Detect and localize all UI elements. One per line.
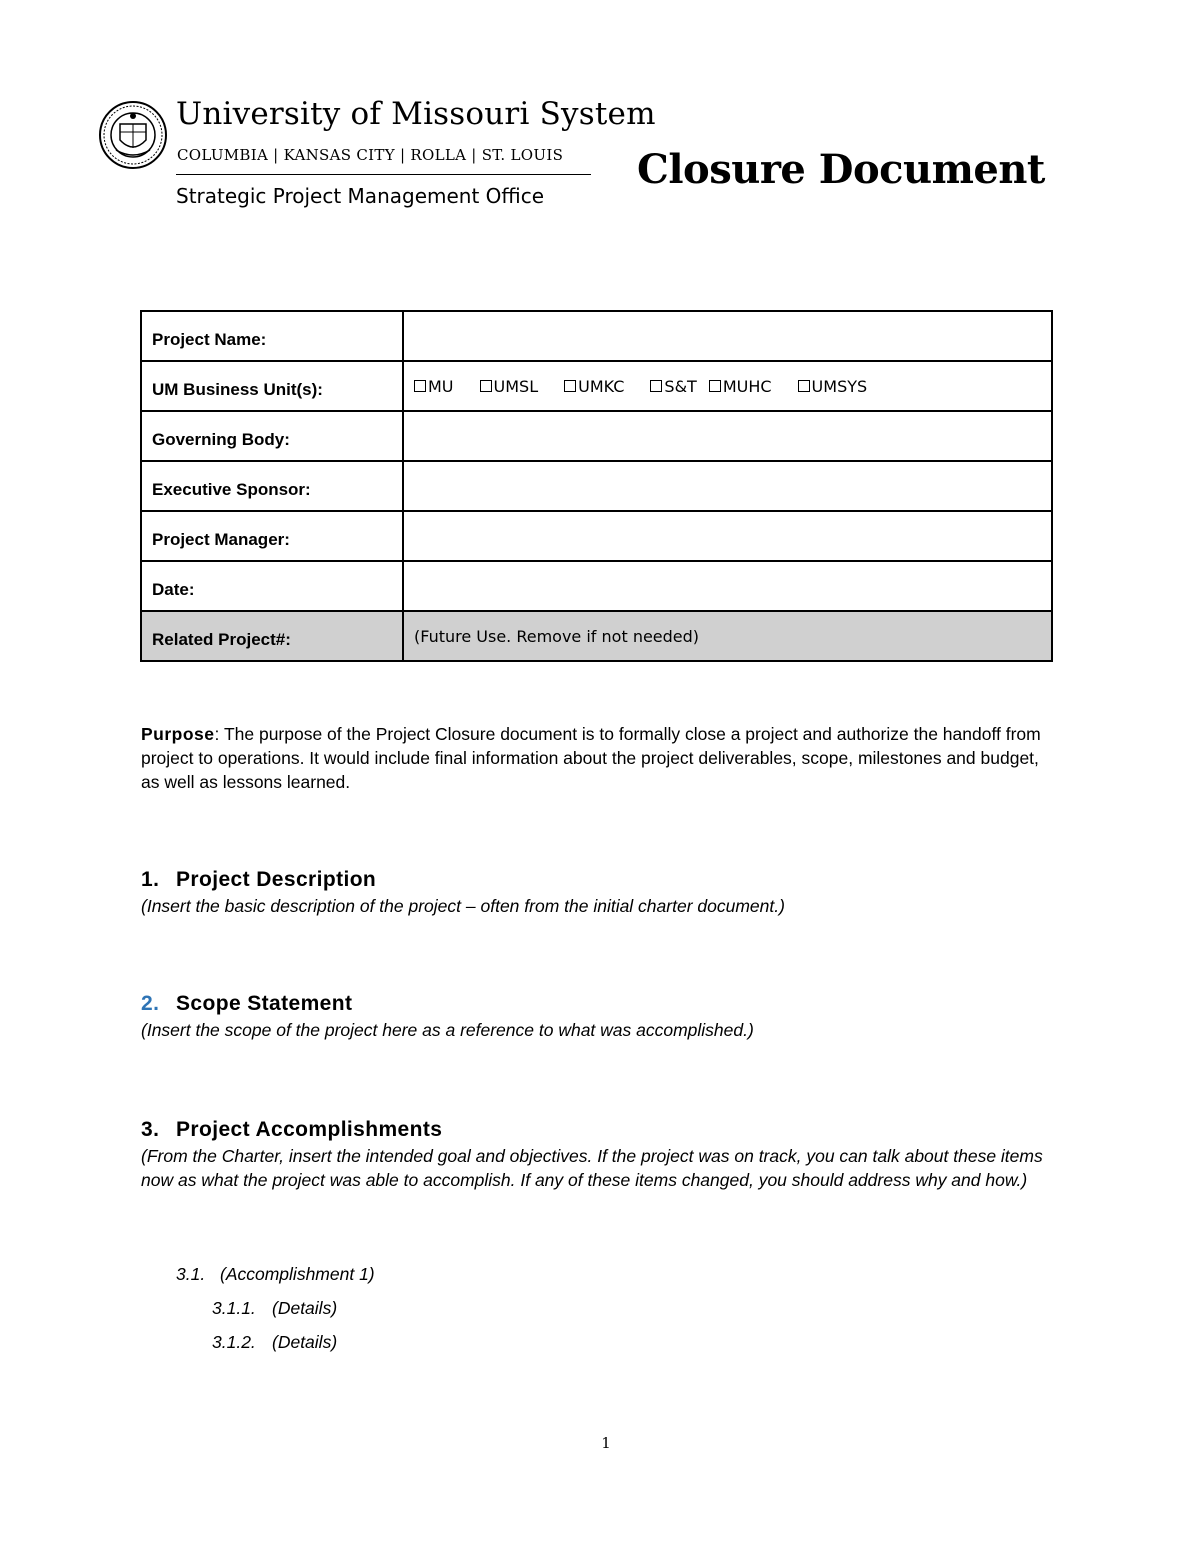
list-item-text: (Accomplishment 1) <box>220 1264 375 1284</box>
checkbox-umkc[interactable] <box>564 377 624 396</box>
campus-list: COLUMBIA | KANSAS CITY | ROLLA | ST. LOUIS <box>177 146 564 164</box>
executive-sponsor-field[interactable] <box>403 461 1052 511</box>
section-description: (Insert the scope of the project here as a reference to what was accomplished.) <box>141 1020 754 1040</box>
list-item-text: (Details) <box>272 1332 338 1352</box>
university-logo <box>98 96 656 216</box>
logo-divider <box>176 174 591 175</box>
list-item <box>212 1332 337 1353</box>
section-heading <box>141 868 1071 892</box>
executive-sponsor-label: Executive Sponsor: <box>141 461 403 511</box>
checkbox-icon <box>709 380 721 392</box>
office-name: Strategic Project Management Office <box>176 184 545 208</box>
list-item-number: 3.1.1. <box>212 1298 256 1318</box>
project-info-table <box>140 310 1053 662</box>
checkbox-mu[interactable] <box>414 377 454 396</box>
checkbox-icon <box>564 380 576 392</box>
project-manager-field[interactable] <box>403 511 1052 561</box>
project-name-label: Project Name: <box>141 311 403 361</box>
checkbox-label: UMSYS <box>811 376 868 396</box>
checkbox-label: S&T <box>664 376 697 396</box>
checkbox-icon <box>650 380 662 392</box>
related-project-label: Related Project#: <box>141 611 403 661</box>
list-item <box>212 1298 337 1319</box>
university-name: University of Missouri System <box>176 96 656 132</box>
business-unit-options <box>414 377 1041 396</box>
purpose-label: Purpose <box>141 724 215 744</box>
section-number: 1. <box>141 868 160 891</box>
list-item-number: 3.1. <box>176 1264 206 1284</box>
table-row <box>141 561 1052 611</box>
checkbox-umsys[interactable] <box>798 377 868 396</box>
section-scope-statement <box>141 992 1071 1042</box>
list-item-text: (Details) <box>272 1298 338 1318</box>
checkbox-label: MUHC <box>722 376 772 396</box>
list-item-number: 3.1.2. <box>212 1332 256 1352</box>
table-row <box>141 461 1052 511</box>
checkbox-icon <box>480 380 492 392</box>
university-seal-icon <box>98 100 168 170</box>
section-project-description <box>141 868 1071 918</box>
date-label: Date: <box>141 561 403 611</box>
section-number: 2. <box>141 992 160 1015</box>
checkbox-st[interactable] <box>650 377 696 396</box>
section-heading <box>141 1118 1066 1142</box>
governing-body-label: Governing Body: <box>141 411 403 461</box>
table-row <box>141 511 1052 561</box>
section-description: (From the Charter, insert the intended goal and objectives. If the project was on track, you can talk about these items now as what the project was able to accomplish. If any of these items changed, you should address why and how.) <box>141 1146 1043 1190</box>
section-title: Project Accomplishments <box>176 1118 443 1141</box>
section-description: (Insert the basic description of the project – often from the initial charter document.) <box>141 896 785 916</box>
section-title: Project Description <box>176 868 377 891</box>
governing-body-field[interactable] <box>403 411 1052 461</box>
table-row <box>141 611 1052 661</box>
checkbox-icon <box>798 380 810 392</box>
checkbox-label: MU <box>428 376 454 396</box>
purpose-text: : The purpose of the Project Closure document is to formally close a project and authorize the handoff from project to operations. It would include final information about the project deliverables, scope, milestones and budget, as well as lessons learned. <box>141 724 1041 792</box>
checkbox-label: UMKC <box>578 376 625 396</box>
table-row <box>141 361 1052 411</box>
checkbox-label: UMSL <box>493 376 539 396</box>
business-unit-label: UM Business Unit(s): <box>141 361 403 411</box>
table-row <box>141 311 1052 361</box>
section-project-accomplishments <box>141 1118 1066 1192</box>
table-row <box>141 411 1052 461</box>
date-field[interactable] <box>403 561 1052 611</box>
section-title: Scope Statement <box>176 992 353 1015</box>
related-project-field[interactable]: (Future Use. Remove if not needed) <box>403 611 1052 661</box>
checkbox-muhc[interactable] <box>709 377 772 396</box>
project-name-field[interactable] <box>403 311 1052 361</box>
business-unit-field <box>403 361 1052 411</box>
section-number: 3. <box>141 1118 160 1141</box>
purpose-paragraph <box>141 722 1061 794</box>
project-manager-label: Project Manager: <box>141 511 403 561</box>
list-item <box>176 1264 375 1285</box>
checkbox-umsl[interactable] <box>480 377 539 396</box>
page-number: 1 <box>601 1434 611 1452</box>
document-title: Closure Document <box>637 146 1045 193</box>
checkbox-icon <box>414 380 426 392</box>
section-heading <box>141 992 1071 1016</box>
